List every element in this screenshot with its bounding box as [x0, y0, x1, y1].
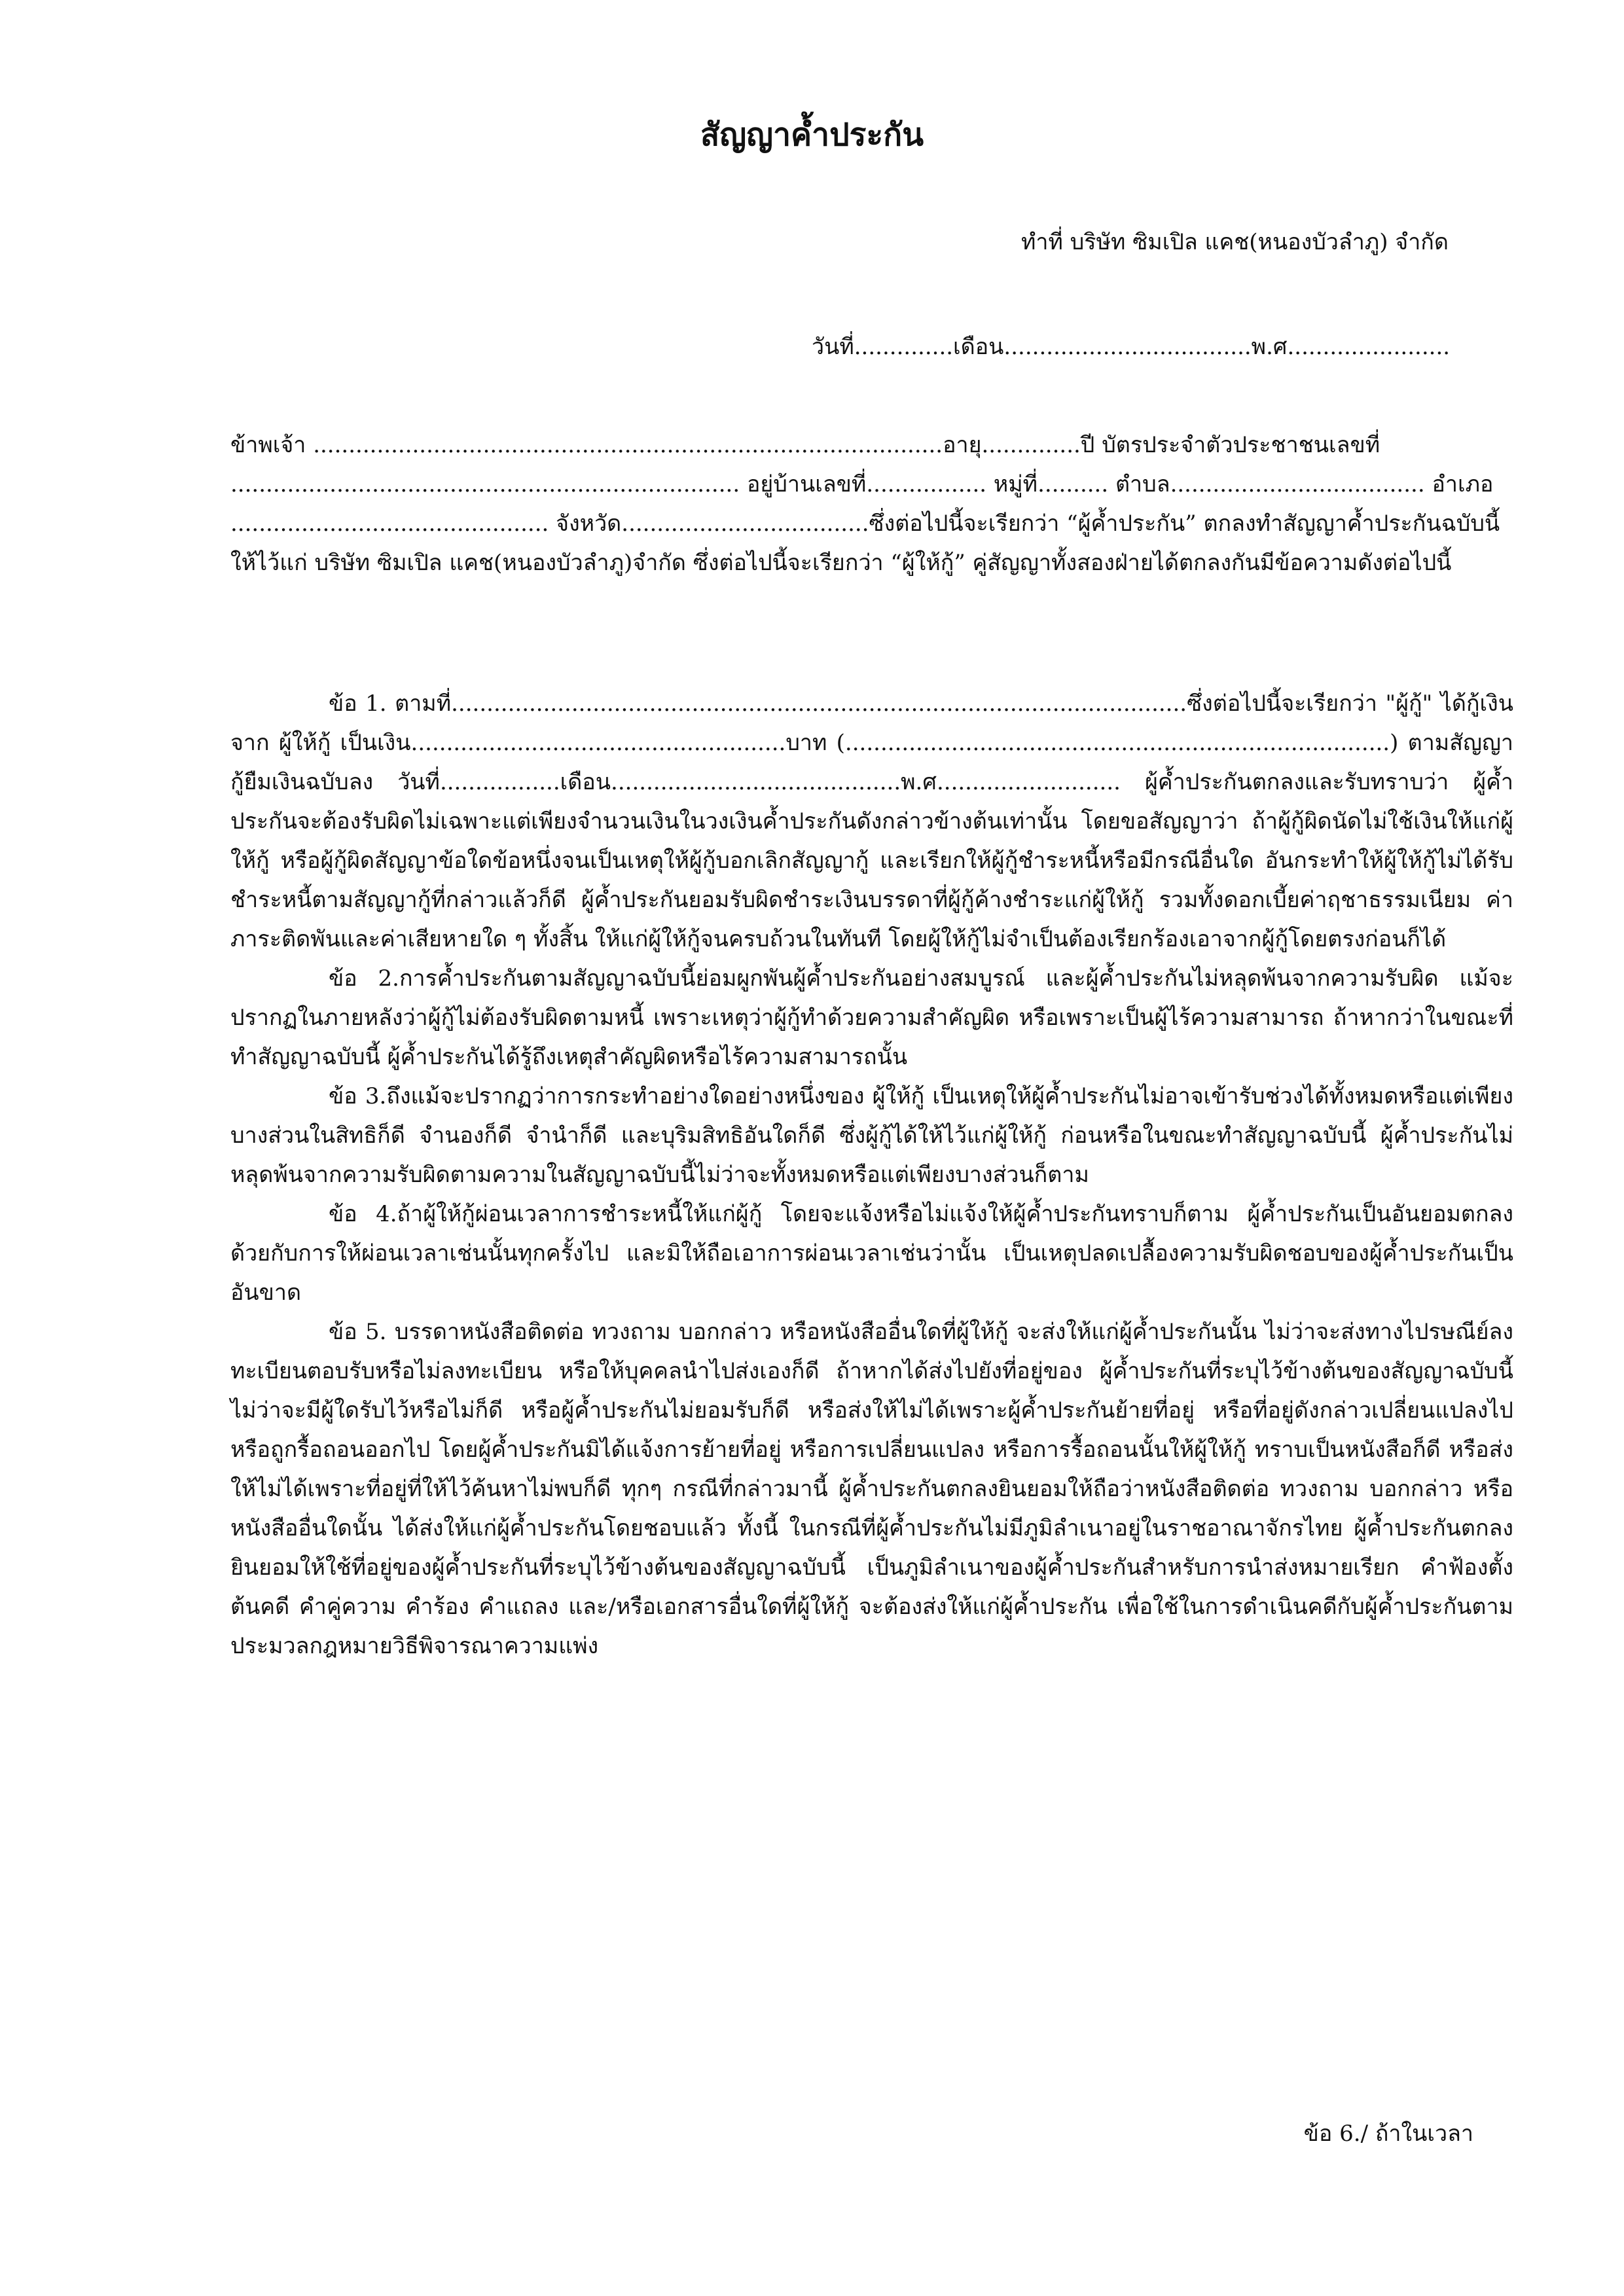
- contract-place: ทำที่ บริษัท ซิมเปิล แคช(หนองบัวลำภู) จำกัด: [1021, 229, 1449, 255]
- intro-line: ข้าพเจ้า .........................................................................................อายุ..............ปี บัตรประจำตัวประชาชนเลขที่: [230, 432, 1380, 458]
- clause-5: ข้อ 5. บรรดาหนังสือติดต่อ ทวงถาม บอกกล่าว หรือหนังสืออื่นใดที่ผู้ให้กู้ จะส่งให้แก่ผู้ค้ำประกันนั้น ไม่ว่าจะส่งทางไปรษณีย์ลงทะเบียนตอบรับหรือไม่ลงทะเบียน หรือให้บุคคลนำไปส่งเองก็ดี ถ้าหากได้ส่งไปยังที่อยู่ของ ผู้ค้ำประกันที่ระบุไว้ข้างต้นของสัญญาฉบับนี้ ไม่ว่าจะมีผู้ใดรับไว้หรือไม่ก็ดี หรือผู้ค้ำประกันไม่ยอมรับก็ดี หรือส่งให้ไม่ได้เพราะผู้ค้ำประกันย้ายที่อยู่ หรือที่อยู่ดังกล่าวเปลี่ยนแปลงไปหรือถูกรื้อถอนออกไป โดยผู้ค้ำประกันมิได้แจ้งการย้ายที่อยู่ หรือการเปลี่ยนแปลง หรือการรื้อถอนนั้นให้ผู้ให้กู้ ทราบเป็นหนังสือก็ดี หรือส่งให้ไม่ได้เพราะที่อยู่ที่ให้ไว้ค้นหาไม่พบก็ดี ทุกๆ กรณีที่กล่าวมานี้ ผู้ค้ำประกันตกลงยินยอมให้ถือว่าหนังสือติดต่อ ทวงถาม บอกกล่าว หรือหนังสืออื่นใดนั้น ได้ส่งให้แก่ผู้ค้ำประกันโดยชอบแล้ว ทั้งนี้ ในกรณีที่ผู้ค้ำประกันไม่มีภูมิลำเนาอยู่ในราชอาณาจักรไทย ผู้ค้ำประกันตกลงยินยอมให้ใช้ที่อยู่ของผู้ค้ำประกันที่ระบุไว้ข้างต้นของสัญญาฉบับนี้ เป็นภูมิลำเนาของผู้ค้ำประกันสำหรับการนำส่งหมายเรียก คำฟ้องตั้งต้นคดี คำคู่ความ คำร้อง คำแถลง และ/หรือเอกสารอื่นใดที่ผู้ให้กู้ จะต้องส่งให้แก่ผู้ค้ำประกัน เพื่อใช้ในการดำเนินคดีกับผู้ค้ำประกันตามประมวลกฎหมายวิธีพิจารณาความแพ่ง: [230, 1319, 1513, 1659]
- document-title: สัญญาค้ำประกัน: [700, 117, 924, 153]
- contract-date-line: วันที่..............เดือน...................................พ.ศ.......................: [812, 334, 1451, 360]
- contract-clauses: [230, 684, 1513, 1666]
- clause-1: ข้อ 1. ตามที่........................................................................................................ซึ่งต่อไปนี้จะเรียกว่า "ผู้กู้" ได้กู้เงิน จาก ผู้ให้กู้ เป็นเงิน.....................................................บาท (.............................................................................) ตามสัญญากู้ยืมเงินฉบับลง วันที่.................เดือน.........................................พ.ศ.......................... ผู้ค้ำประกันตกลงและรับทราบว่า ผู้ค้ำประกันจะต้องรับผิดไม่เฉพาะแต่เพียงจำนวนเงินในวงเงินค้ำประกันดังกล่าวข้างต้นเท่านั้น โดยขอสัญญาว่า ถ้าผู้กู้ผิดนัดไม่ใช้เงินให้แก่ผู้ให้กู้ หรือผู้กู้ผิดสัญญาข้อใดข้อหนึ่งจนเป็นเหตุให้ผู้กู้บอกเลิกสัญญากู้ และเรียกให้ผู้กู้ชำระหนี้หรือมีกรณีอื่นใด อันกระทำให้ผู้ให้กู้ไม่ได้รับชำระหนี้ตามสัญญากู้ที่กล่าวแล้วก็ดี ผู้ค้ำประกันยอมรับผิดชำระเงินบรรดาที่ผู้กู้ค้างชำระแก่ผู้ให้กู้ รวมทั้งดอกเบี้ยค่าฤชาธรรมเนียม ค่าภาระติดพันและค่าเสียหายใด ๆ ทั้งสิ้น ให้แก่ผู้ให้กู้จนครบถ้วนในทันที โดยผู้ให้กู้ไม่จำเป็นต้องเรียกร้องเอาจากผู้กู้โดยตรงก่อนก็ได้: [230, 691, 1513, 952]
- guarantor-intro: [230, 425, 1513, 583]
- intro-line: ให้ไว้แก่ บริษัท ซิมเปิล แคช(หนองบัวลำภู)จำกัด ซึ่งต่อไปนี้จะเรียกว่า “ผู้ให้กู้” คู่สัญญาทั้งสองฝ่ายได้ตกลงกันมีข้อความดังต่อไปนี้: [230, 550, 1452, 576]
- clause-3: ข้อ 3.ถึงแม้จะปรากฏว่าการกระทำอย่างใดอย่างหนึ่งของ ผู้ให้กู้ เป็นเหตุให้ผู้ค้ำประกันไม่อาจเข้ารับช่วงได้ทั้งหมดหรือแต่เพียงบางส่วนในสิทธิก็ดี จำนองก็ดี จำนำก็ดี และบุริมสิทธิอันใดก็ดี ซึ่งผู้กู้ได้ให้ไว้แก่ผู้ให้กู้ ก่อนหรือในขณะทำสัญญาฉบับนี้ ผู้ค้ำประกันไม่หลุดพ้นจากความรับผิดตามความในสัญญาฉบับนี้ไม่ว่าจะทั้งหมดหรือแต่เพียงบางส่วนก็ตาม: [230, 1083, 1513, 1188]
- clause-4: ข้อ 4.ถ้าผู้ให้กู้ผ่อนเวลาการชำระหนี้ให้แก่ผู้กู้ โดยจะแจ้งหรือไม่แจ้งให้ผู้ค้ำประกันทราบก็ตาม ผู้ค้ำประกันเป็นอันยอมตกลงด้วยกับการให้ผ่อนเวลาเช่นนั้นทุกครั้งไป และมิให้ถือเอาการผ่อนเวลาเช่นว่านั้น เป็นเหตุปลดเปลื้องความรับผิดชอบของผู้ค้ำประกันเป็นอันขาด: [230, 1201, 1513, 1306]
- clause-2: ข้อ 2.การค้ำประกันตามสัญญาฉบับนี้ย่อมผูกพันผู้ค้ำประกันอย่างสมบูรณ์ และผู้ค้ำประกันไม่หลุดพ้นจากความรับผิด แม้จะปรากฏในภายหลังว่าผู้กู้ไม่ต้องรับผิดตามหนี้ เพราะเหตุว่าผู้กู้ทำด้วยความสำคัญผิด หรือเพราะเป็นผู้ไร้ความสามารถ ถ้าหากว่าในขณะที่ทำสัญญาฉบับนี้ ผู้ค้ำประกันได้รู้ถึงเหตุสำคัญผิดหรือไร้ความสามารถนั้น: [230, 965, 1513, 1070]
- intro-line: ........................................................................ อยู่บ้านเลขที่................. หมู่ที่.......... ตำบล.................................... อำเภอ: [230, 471, 1494, 497]
- intro-line: ............................................. จังหวัด...................................ซึ่งต่อไปนี้จะเรียกว่า “ผู้ค้ำประกัน” ตกลงทำสัญญาค้ำประกันฉบับนี้: [230, 511, 1500, 537]
- page-continuation: ข้อ 6./ ถ้าในเวลา: [1303, 2121, 1473, 2147]
